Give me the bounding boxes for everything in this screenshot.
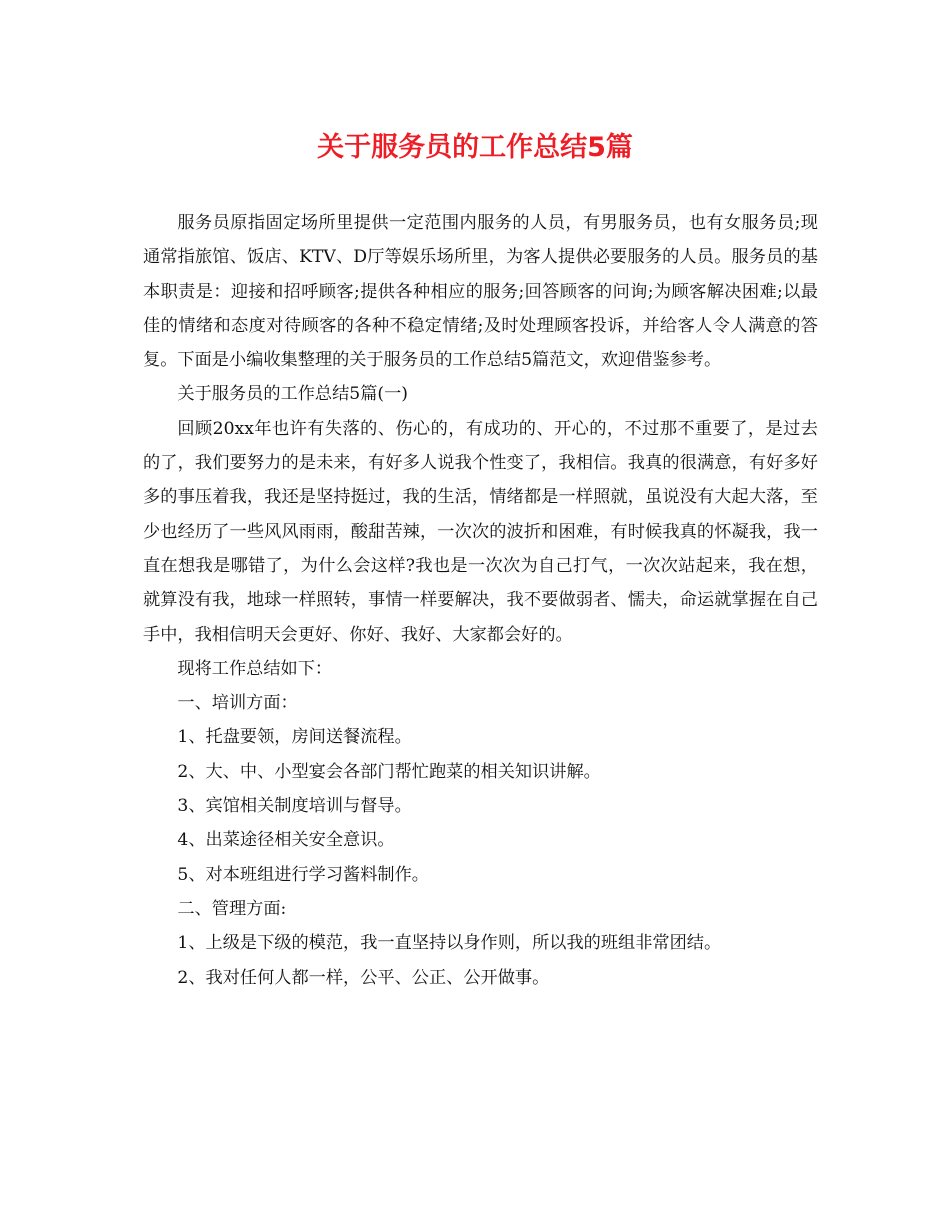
document-title: 关于服务员的工作总结5篇 xyxy=(317,132,633,163)
management-item: 2、我对任何人都一样，公平、公正、公开做事。 xyxy=(177,967,550,988)
management-heading: 二、管理方面: xyxy=(177,898,287,919)
summary-intro: 现将工作总结如下： xyxy=(177,658,333,679)
training-item: 3、宾馆相关制度培训与督导。 xyxy=(177,796,412,817)
training-item: 2、大、中、小型宴会各部门帮忙跑菜的相关知识讲解。 xyxy=(177,761,601,782)
management-item: 1、上级是下级的模范，我一直坚持以身作则，所以我的班组非常团结。 xyxy=(177,933,722,954)
training-item: 5、对本班组进行学习酱料制作。 xyxy=(177,864,429,885)
review-paragraph: 回顾20xx年也许有失落的、伤心的，有成功的、开心的，不过那不重要了，是过去的了，我们要努力的是未来，有好多人说我个性变了，我相信。我真的很满意，有好多好多的事压着我，我还是坚持挺过，我的生活，情绪都是一样照就，虽说没有大起大落，至少也经历了一些风风雨雨，酸甜苦辣，一次次的波折和困难，有时候我真的怀凝我，我一直在想我是哪错了，为什么会这样?我也是一次次为自己打气，一次次站起来，我在想，就算没有我，地球一样照转，事情一样要解决，我不要做弱者、懦夫，命运就掌握在自己手中，我相信明天会更好、你好、我好、大家都会好的。 xyxy=(143,418,818,645)
section-heading-one: 关于服务员的工作总结5篇(一) xyxy=(177,384,408,405)
intro-paragraph: 服务员原指固定场所里提供一定范围内服务的人员，有男服务员，也有女服务员;现通常指旅馆、饭店、KTV、D厅等娱乐场所里，为客人提供必要服务的人员。服务员的基本职责是：迎接和招呼顾客;提供各种相应的服务;回答顾客的问询;为顾客解决困难;以最佳的情绪和态度对待顾客的各种不稳定情绪;及时处理顾客投诉，并给客人令人满意的答复。下面是小编收集整理的关于服务员的工作总结5篇范文，欢迎借鉴参考。 xyxy=(143,213,818,371)
training-item: 4、出菜途径相关安全意识。 xyxy=(177,830,395,851)
document-body xyxy=(143,206,818,995)
training-item: 1、托盘要领，房间送餐流程。 xyxy=(177,727,412,748)
training-heading: 一、培训方面： xyxy=(177,693,298,714)
